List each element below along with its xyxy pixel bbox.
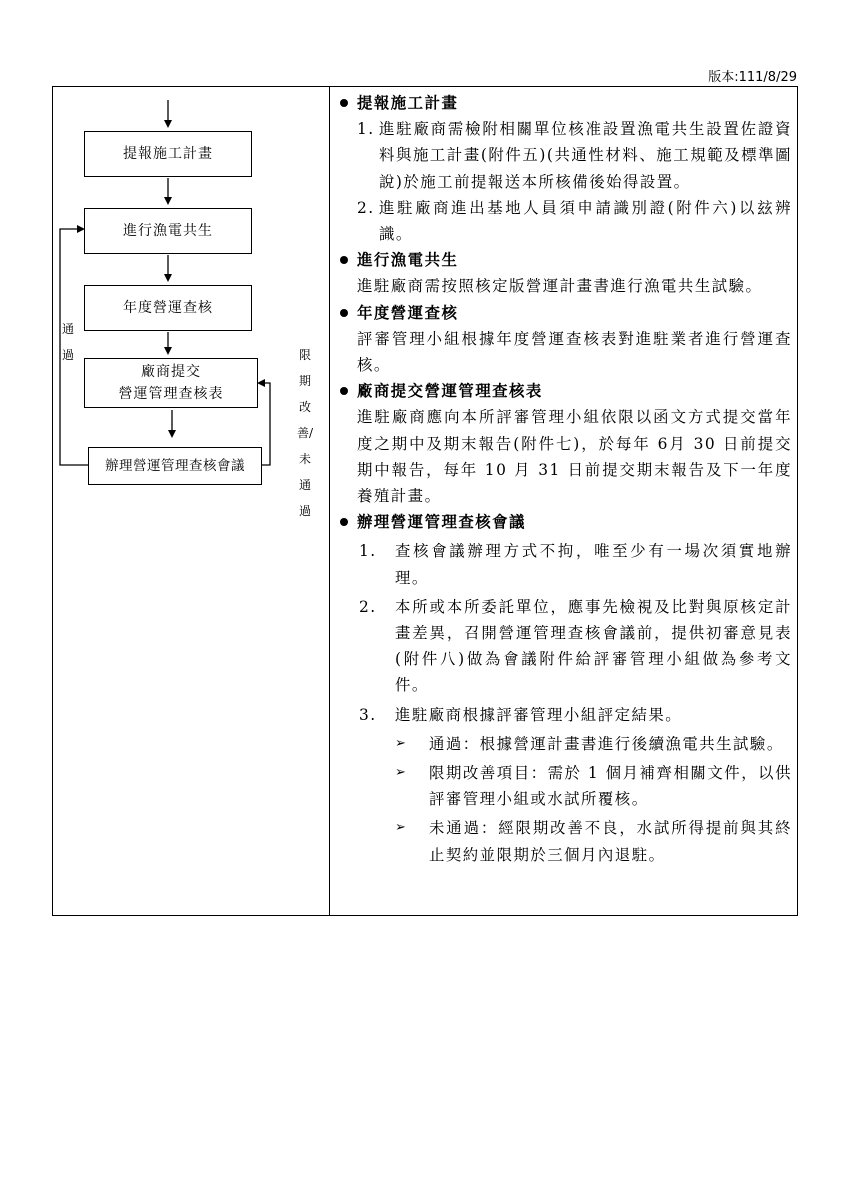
list-item-number: 2. [357, 198, 375, 217]
flow-label-pass: 通過 [61, 322, 74, 362]
sub-list-item [337, 760, 792, 812]
sub-list-item [337, 815, 792, 867]
flow-box-annual-audit-label: 年度營運查核 [123, 300, 213, 316]
version-label: 版本:111/8/29 [708, 70, 797, 85]
sub-list-item-text: 通過：根據營運計畫書進行後續漁電共生試驗。 [429, 734, 784, 753]
section-title-audit-meeting: 辦理營運管理查核會議 [337, 509, 792, 535]
section-title-fishery-solar: 進行漁電共生 [337, 247, 792, 273]
list-item [337, 702, 792, 728]
procedure-description [337, 90, 792, 868]
list-item [337, 195, 792, 247]
list-item [337, 538, 792, 590]
sub-list-item [337, 731, 792, 757]
flow-box-submit-line1: 廠商提交 [141, 364, 201, 380]
flow-box-fishery-solar [84, 208, 252, 254]
flow-box-submit-line2: 營運管理查核表 [118, 386, 224, 402]
list-item-number: 1. [359, 542, 377, 561]
list-item-text: 查核會議辦理方式不拘，唯至少有一場次須實地辦理。 [395, 542, 792, 587]
sub-list-item-text: 限期改善項目：需於 1 個月補齊相關文件，以供評審管理小組或水試所覆核。 [429, 764, 792, 809]
list-item-number: 3. [359, 705, 377, 724]
flow-box-construction-plan-label: 提報施工計畫 [123, 146, 213, 162]
list-item-text: 進駐廠商進出基地人員須申請識別證(附件六)以玆辨識。 [379, 198, 792, 244]
flow-box-fishery-solar-label: 進行漁電共生 [123, 223, 213, 239]
list-item-number: 1. [357, 120, 375, 139]
flow-box-audit-meeting [88, 447, 262, 485]
arrow-bullet-icon: ➢ [395, 765, 408, 781]
section-title-submit-checklist: 廠商提交營運管理查核表 [337, 378, 792, 404]
flow-box-audit-meeting-label: 辦理營運管理查核會議 [105, 458, 245, 474]
flow-box-submit-checklist [84, 358, 258, 408]
section-body-annual-audit: 評審管理小組根據年度營運查核表對進駐業者進行營運查核。 [357, 329, 792, 375]
flow-box-annual-audit [84, 285, 252, 331]
list-item-number: 2. [359, 597, 377, 616]
section-title-construction-plan: 提報施工計畫 [337, 90, 792, 116]
list-item [337, 116, 792, 195]
list-item [337, 594, 792, 699]
section-body-fishery-solar: 進駐廠商需按照核定版營運計畫書進行漁電共生試驗。 [357, 277, 763, 296]
list-item-text: 進駐廠商需檢附相關單位核准設置漁電共生設置佐證資料與施工計畫(附件五)(共通性材料、施工規範及標準圖說)於施工前提報送本所核備後始得設置。 [379, 120, 792, 191]
arrow-bullet-icon: ➢ [395, 735, 408, 751]
flow-label-improve-or-fail: 限期改善/未通過 [297, 348, 314, 518]
loop-improve [262, 383, 270, 465]
list-item-text: 進駐廠商根據評審管理小組評定結果。 [395, 705, 683, 724]
arrow-bullet-icon: ➢ [395, 820, 408, 836]
section-title-annual-audit: 年度營運查核 [337, 300, 792, 326]
sub-list-item-text: 未通過：經限期改善不良，水試所得提前與其終止契約並限期於三個月內退駐。 [429, 819, 792, 864]
flow-box-construction-plan [84, 131, 252, 177]
section-body-submit-checklist: 進駐廠商應向本所評審管理小組依限以函文方式提交當年度之期中及期末報告(附件七)，於每年 6月 30 日前提交期中報告，每年 10 月 31 日前提交期末報告及下一年度養殖計畫。 [357, 408, 792, 506]
list-item-text: 本所或本所委託單位，應事先檢視及比對與原核定計畫差異，召開營運管理查核會議前，提供初審意見表(附件八)做為會議附件給評審管理小組做為參考文件。 [395, 597, 792, 695]
